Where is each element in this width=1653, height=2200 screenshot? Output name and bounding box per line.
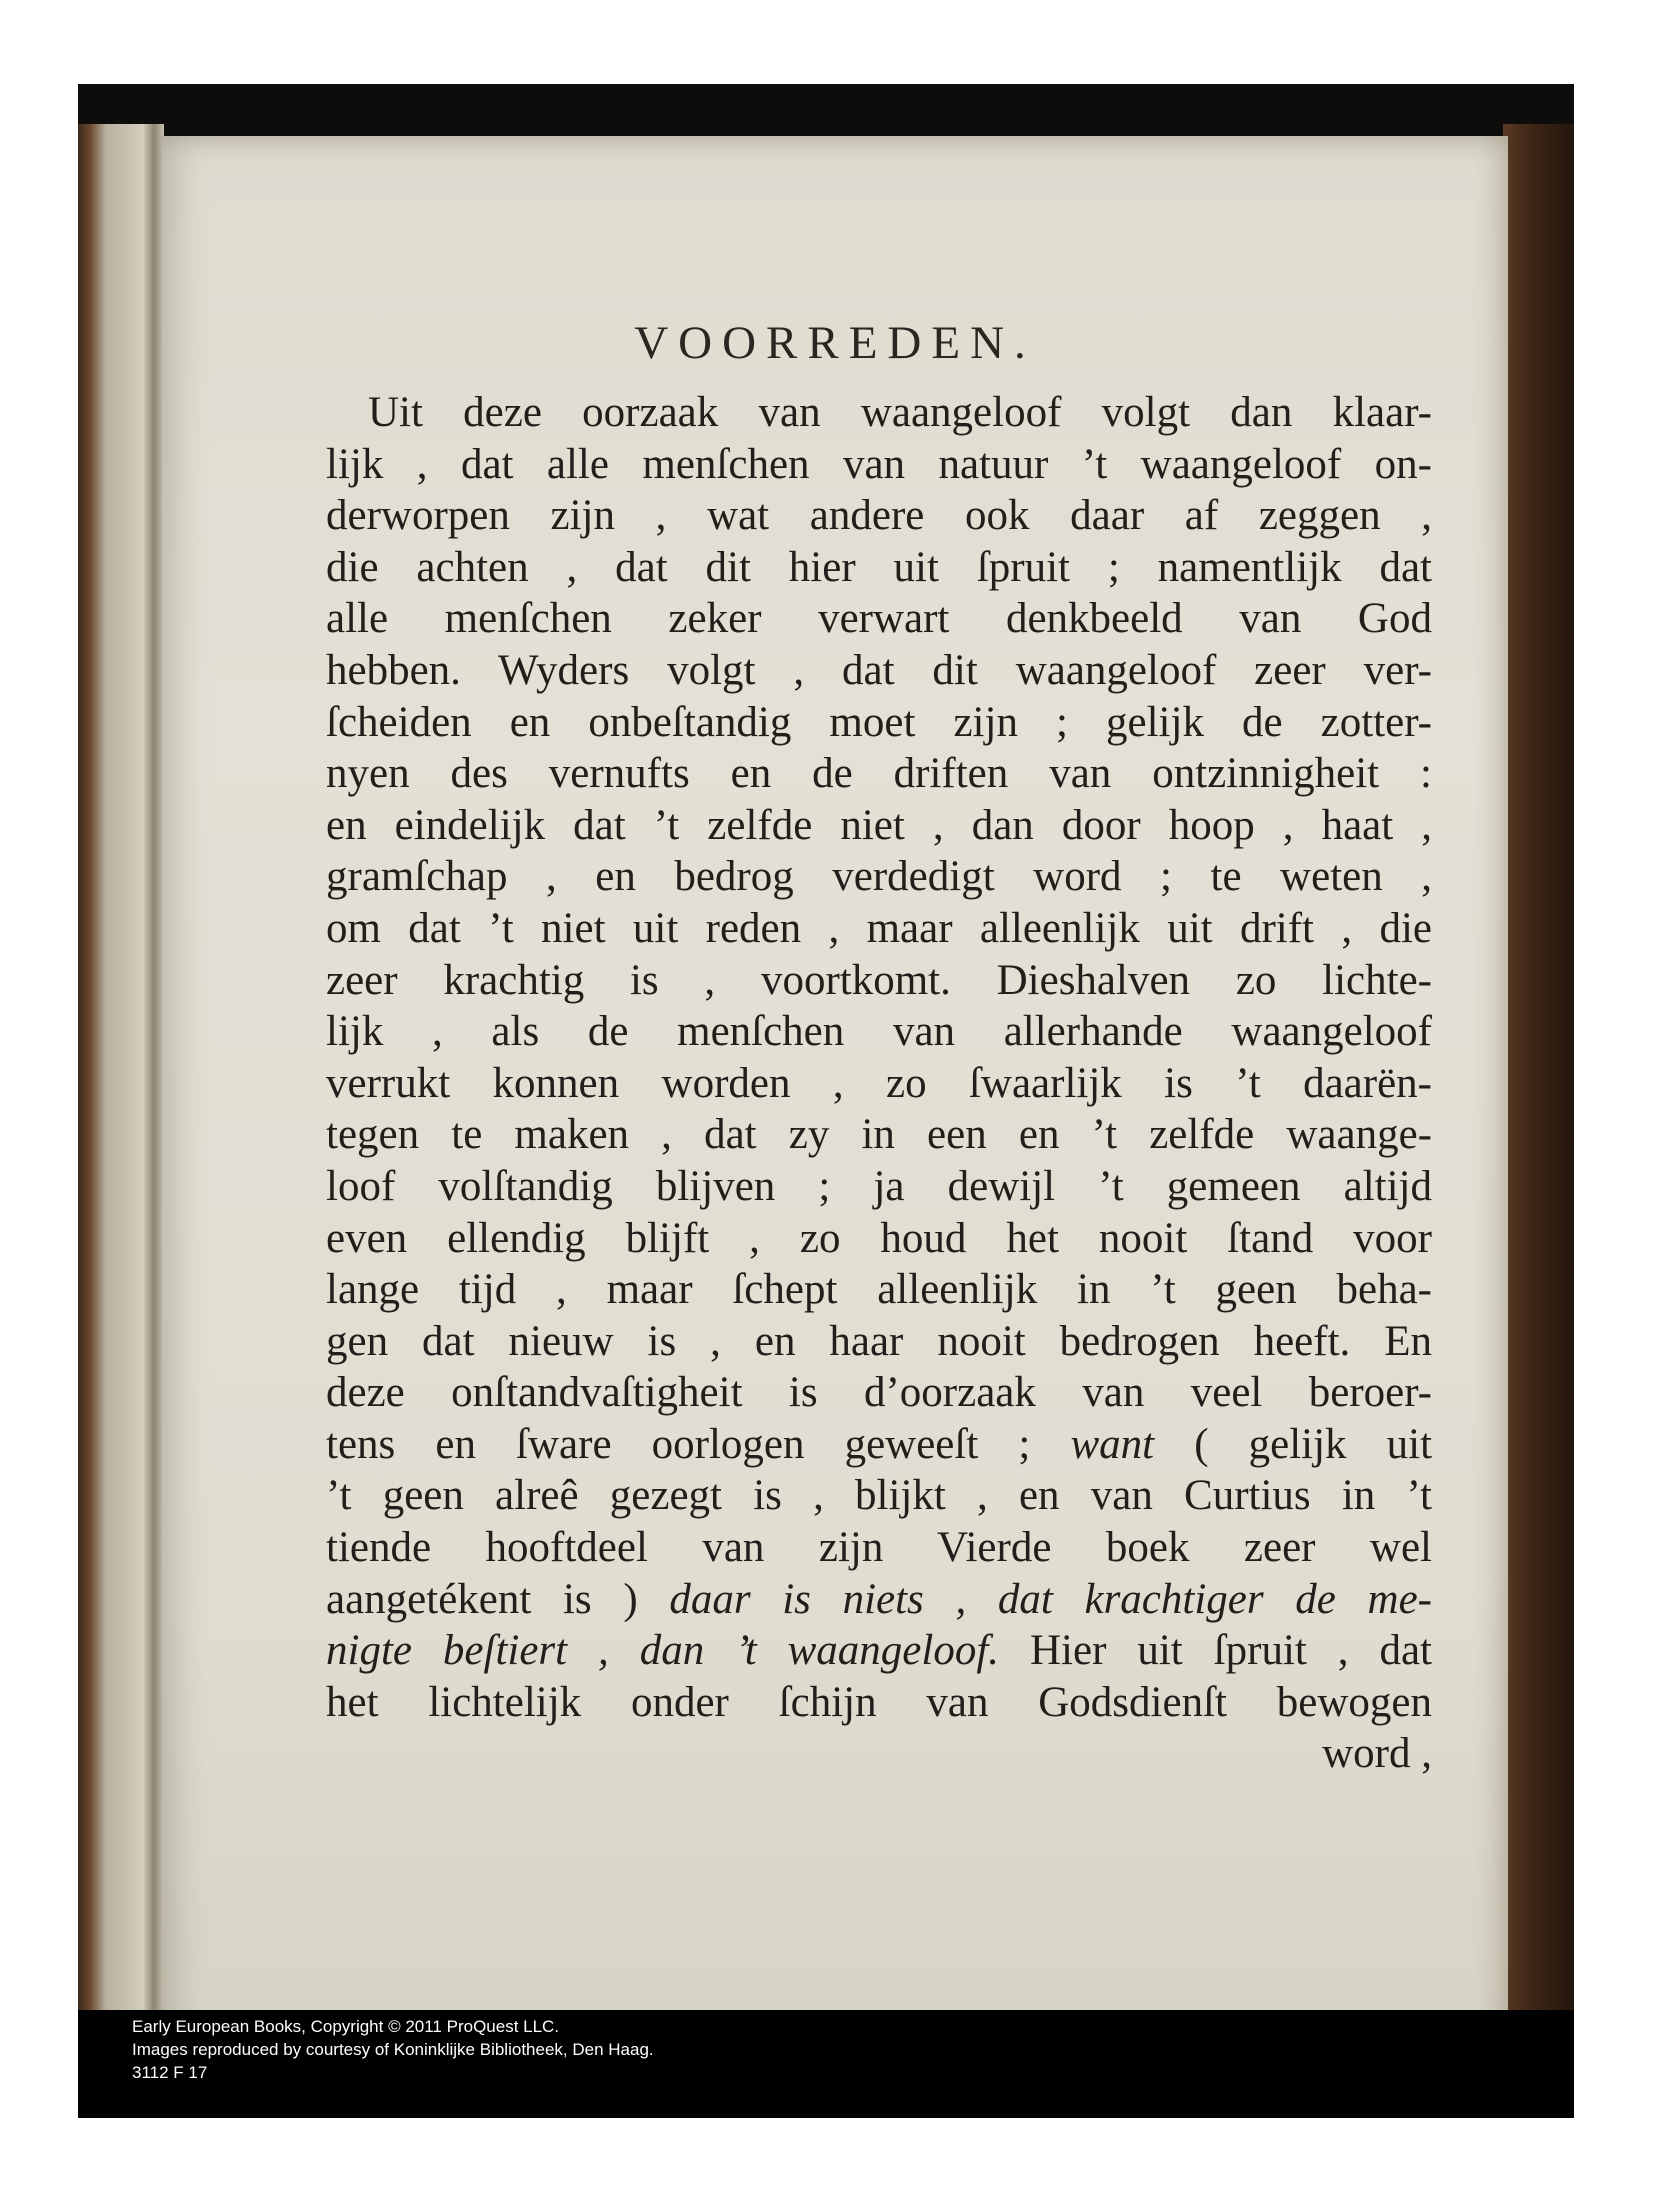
left-page-edge <box>78 124 148 2059</box>
text-line: aangetékent is ) daar is niets , dat krachtiger de me- <box>326 1575 1432 1623</box>
text-line: lange tijd , maar ſchept alleenlijk in ’t geen beha- <box>326 1266 1432 1314</box>
text-line: nigte beſtiert , dan ’t waangeloof. Hier uit ſpruit , dat <box>326 1627 1433 1675</box>
text-line: verrukt konnen worden , zo ſwaarlijk is ’t daarën- <box>326 1059 1432 1107</box>
italic-text: want <box>1070 1420 1155 1468</box>
body-text <box>326 387 1432 1780</box>
copyright-line: Early European Books, Copyright © 2011 ProQuest LLC. <box>132 2017 560 2036</box>
text-line: gen dat nieuw is , en haar nooit bedrogen heeft. En <box>326 1317 1432 1365</box>
text-line: het lichtelijk onder ſchijn van Godsdienſt bewogen <box>326 1678 1432 1726</box>
text-line: tegen te maken , dat zy in een en ’t zelfde waange- <box>326 1111 1432 1159</box>
text-line: ſcheiden en onbeſtandig moet zijn ; gelijk de zotter- <box>326 698 1432 746</box>
book-gutter <box>144 124 164 2059</box>
text-line: hebben. Wyders volgt , dat dit waangeloof zeer ver- <box>326 646 1432 694</box>
shelfmark: 3112 F 17 <box>132 2063 208 2082</box>
text-line: loof volſtandig blijven ; ja dewijl ’t gemeen altijd <box>326 1162 1432 1210</box>
copyright-footer <box>78 2010 1574 2118</box>
catchword: word , <box>1322 1730 1432 1778</box>
running-head: VOORREDEN. <box>634 317 1036 369</box>
text-line: zeer krachtig is , voortkomt. Dieshalven zo lichte- <box>326 956 1432 1004</box>
courtesy-line: Images reproduced by courtesy of Koninklijke Bibliotheek, Den Haag. <box>132 2040 654 2059</box>
text-line: even ellendig blijft , zo houd het nooit ſtand voor <box>326 1214 1432 1262</box>
binding-board <box>1503 124 1574 2059</box>
book-page <box>162 136 1508 2049</box>
text-line: alle menſchen zeker verwart denkbeeld van God <box>326 595 1432 643</box>
italic-quote: nigte beſtiert , dan ’t waangeloof. <box>326 1627 1000 1675</box>
text-line: tens en ſware oorlogen geweeſt ; want ( gelijk uit <box>326 1420 1433 1468</box>
text-line: en eindelijk dat ’t zelfde niet , dan door hoop , haat , <box>326 801 1432 849</box>
text-line: die achten , dat dit hier uit ſpruit ; namentlijk dat <box>326 543 1432 591</box>
book-scan <box>78 84 1574 2118</box>
text-line: nyen des vernufts en de driften van ontzinnigheit : <box>326 750 1432 798</box>
text-line: Uit deze oorzaak van waangeloof volgt dan klaar- <box>368 389 1432 436</box>
text-line: ’t geen alreê gezegt is , blijkt , en van Curtius in ’t <box>326 1472 1432 1520</box>
text-line: om dat ’t niet uit reden , maar alleenlijk uit drift , die <box>326 904 1432 952</box>
italic-quote: daar is niets , dat krachtiger de me- <box>669 1575 1432 1623</box>
text-line: lijk , dat alle menſchen van natuur ’t waangeloof on- <box>326 440 1432 488</box>
text-line: tiende hooftdeel van zijn Vierde boek zeer wel <box>326 1524 1432 1572</box>
text-line: deze onſtandvaſtigheit is d’oorzaak van veel beroer- <box>326 1369 1432 1417</box>
text-line: derworpen zijn , wat andere ook daar af zeggen , <box>326 492 1432 540</box>
text-line: lijk , als de menſchen van allerhande waangeloof <box>326 1008 1432 1056</box>
text-line: gramſchap , en bedrog verdedigt word ; te weten , <box>326 853 1432 901</box>
